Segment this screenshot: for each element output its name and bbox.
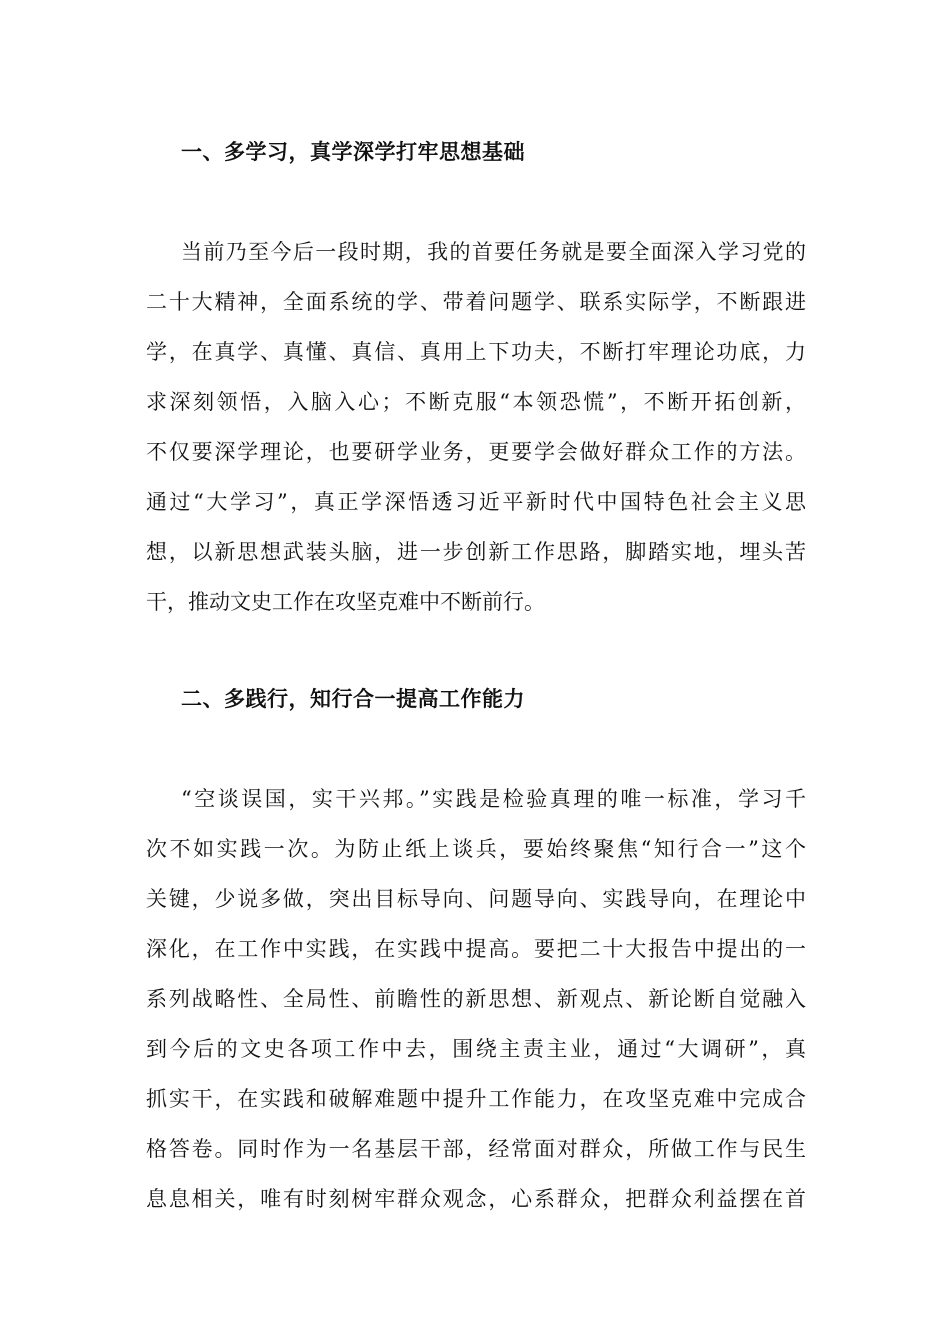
paragraph-line: 不仅要深学理论，也要研学业务，更要学会做好群众工作的方法。 [146, 440, 806, 464]
paragraph-line: “空谈误国，实干兴邦。”实践是检验真理的唯一标准，学习千 [181, 787, 806, 811]
paragraph-line: 想，以新思想武装头脑，进一步创新工作思路，脚踏实地，埋头苦 [146, 540, 806, 564]
paragraph-line: 求深刻领悟，入脑入心；不断克服“本领恐慌”，不断开拓创新， [146, 390, 806, 414]
paragraph-line: 次不如实践一次。为防止纸上谈兵，要始终聚焦“知行合一”这个 [146, 837, 806, 861]
paragraph-line: 二十大精神，全面系统的学、带着问题学、联系实际学，不断跟进 [146, 290, 806, 314]
paragraph-line: 关键，少说多做，突出目标导向、问题导向、实践导向，在理论中 [146, 887, 806, 911]
paragraph-line: 格答卷。同时作为一名基层干部，经常面对群众，所做工作与民生 [146, 1137, 806, 1161]
paragraph-line: 息息相关，唯有时刻树牢群众观念，心系群众，把群众利益摆在首 [146, 1187, 806, 1211]
paragraph-line: 通过“大学习”，真正学深悟透习近平新时代中国特色社会主义思 [146, 490, 806, 514]
section-paragraph-2 [146, 781, 806, 1231]
paragraph-line: 到今后的文史各项工作中去，围绕主责主业，通过“大调研”，真 [146, 1037, 806, 1061]
paragraph-line: 干，推动文史工作在攻坚克难中不断前行。 [146, 590, 545, 614]
paragraph-line: 抓实干，在实践和破解难题中提升工作能力，在攻坚克难中完成合 [146, 1087, 806, 1111]
section-paragraph-1 [146, 234, 806, 634]
section-heading-2: 二、多践行，知行合一提高工作能力 [181, 687, 525, 711]
paragraph-line: 学，在真学、真懂、真信、真用上下功夫，不断打牢理论功底，力 [146, 340, 806, 364]
paragraph-line: 深化，在工作中实践，在实践中提高。要把二十大报告中提出的一 [146, 937, 806, 961]
paragraph-line: 当前乃至今后一段时期，我的首要任务就是要全面深入学习党的 [181, 240, 806, 264]
paragraph-line: 系列战略性、全局性、前瞻性的新思想、新观点、新论断自觉融入 [146, 987, 806, 1011]
section-heading-1: 一、多学习，真学深学打牢思想基础 [181, 140, 525, 164]
